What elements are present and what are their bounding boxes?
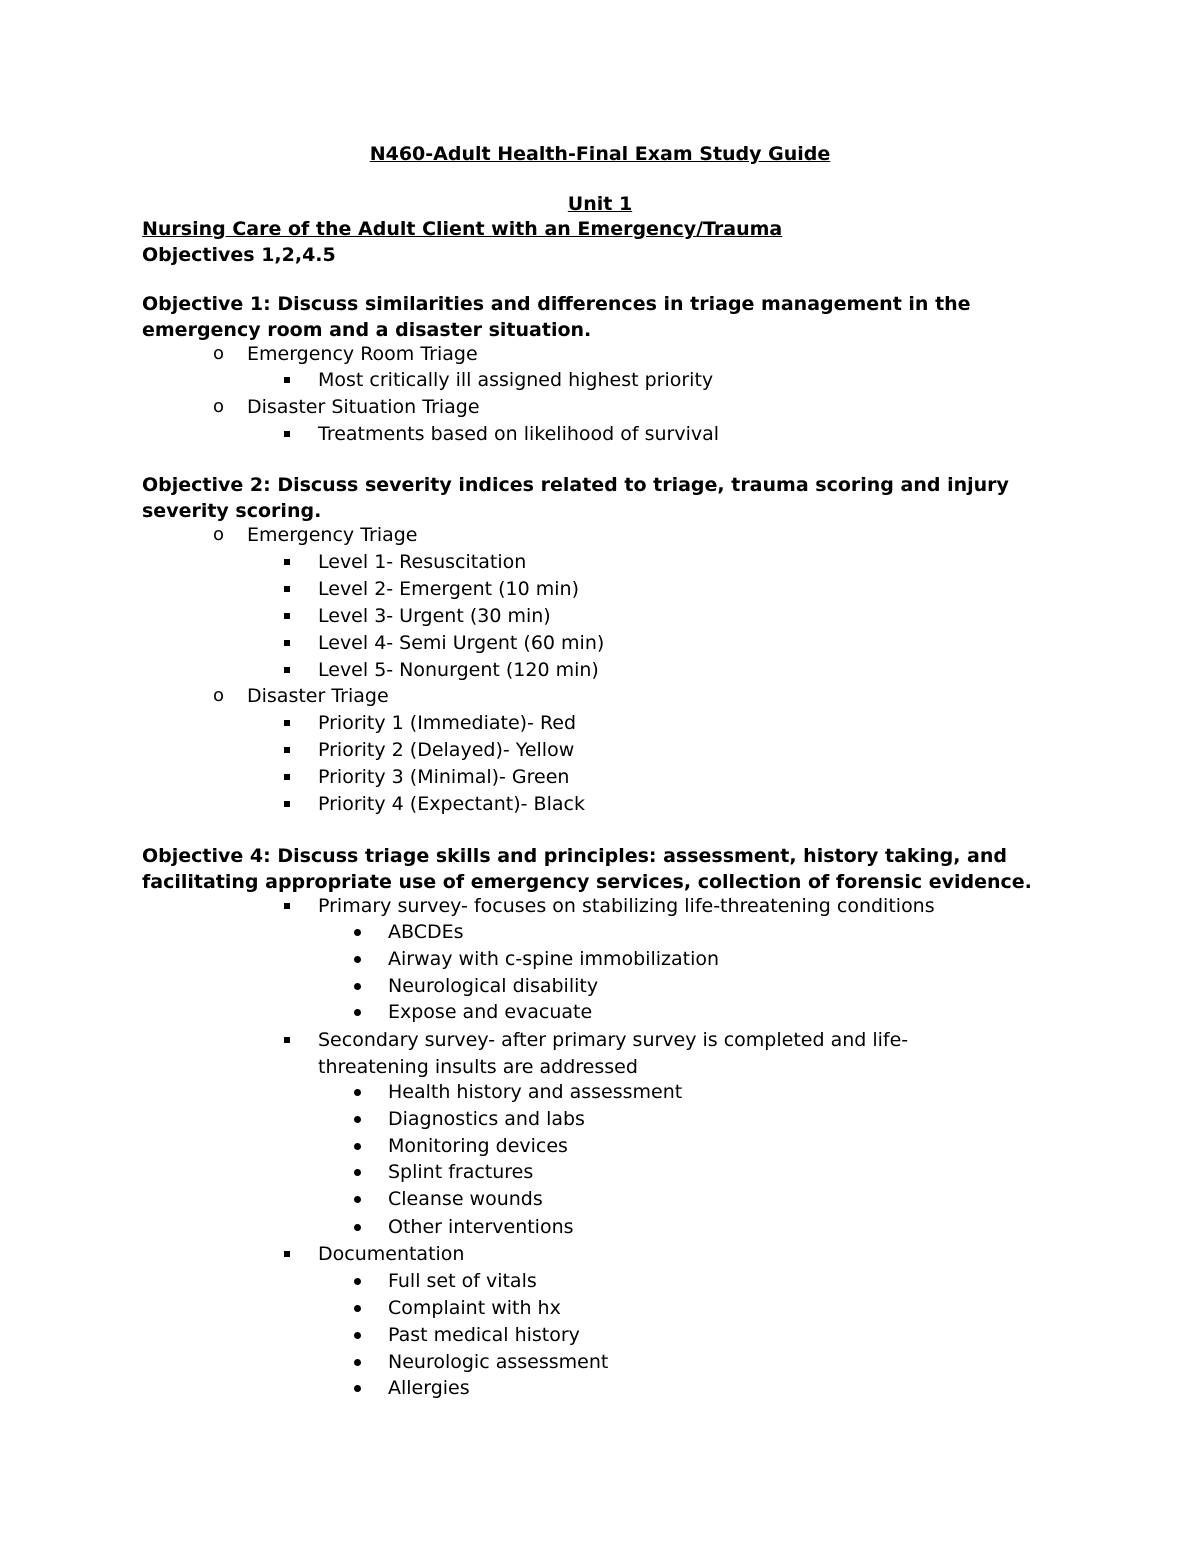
square-bullet-icon <box>284 747 290 753</box>
objective-1-heading: Objective 1: Discuss similarities and differences in triage management in the emergency room and a disaster situation. <box>142 293 971 341</box>
objective-2-heading: Objective 2: Discuss severity indices related to triage, trauma scoring and injury severity scoring. <box>142 474 1009 522</box>
dot-bullet-icon <box>354 1305 361 1312</box>
square-bullet-icon <box>284 903 290 909</box>
square-bullet-icon <box>284 586 290 592</box>
dot-bullet-icon <box>354 1196 361 1203</box>
dot-bullet-icon <box>354 1385 361 1392</box>
dot-bullet-icon <box>354 1169 361 1176</box>
unit-subtitle: Nursing Care of the Adult Client with an Emergency/Trauma <box>142 218 783 240</box>
dot-bullet-icon <box>354 1143 361 1150</box>
square-bullet-icon <box>284 720 290 726</box>
dot-bullet-icon <box>354 1089 361 1096</box>
square-bullet-icon <box>284 640 290 646</box>
square-bullet-icon <box>284 431 290 437</box>
dot-bullet-icon <box>354 1278 361 1285</box>
square-bullet-icon <box>284 1251 290 1257</box>
dot-bullet-icon <box>354 1116 361 1123</box>
objectives-list: Objectives 1,2,4.5 <box>142 244 336 266</box>
objective-4-heading: Objective 4: Discuss triage skills and principles: assessment, history taking, and facilitating appropriate use of emergency services, collection of forensic evidence. <box>142 845 1032 893</box>
square-bullet-icon <box>284 559 290 565</box>
dot-bullet-icon <box>354 956 361 963</box>
circle-bullet-icon: o <box>213 524 225 545</box>
list-item: Secondary survey- after primary survey is completed and life-threatening insults are addressed <box>0 1027 1200 1081</box>
dot-bullet-icon <box>354 1224 361 1231</box>
document-title: N460-Adult Health-Final Exam Study Guide <box>369 143 831 165</box>
square-bullet-icon <box>284 774 290 780</box>
dot-bullet-icon <box>354 1009 361 1016</box>
document-page: N460-Adult Health-Final Exam Study Guide Unit 1 Nursing Care of the Adult Client with an Emergency/Trauma Objectives 1,2,4.5 Objective 1: Discuss similarities and differences in triage management in the emergency room and a disaster situation. o Emergency Room Triage Most critically ill assigned highest priority o Disaster Situation Triage Treatments based on likelihood of survival Objective 2: Discuss severity indices related to triage, trauma scoring and injury severity scoring. o Emergency Triage Level 1- Resuscitation Level 2- Emergent (10 min) Level 3- Urgent (30 min) Level 4- Semi Urgent (60 min) Level 5- Nonurgent (120 min) o Disaster Triage Priority 1 (Immediate)- Red Priority 2 (Delayed)- Yellow Priority 3 (Minimal)- Green Priority 4 (Expectant)- Black Objective 4: Discuss triage skills and principles: assessment, history taking, and facilitating appropriate use of emergency services, collection of forensic evidence. Primary survey- focuses on stabilizing life-threatening conditions ABCDEs Airway with c-spine immobilization Neurological disability Expose and evacuate Secondary survey- after primary survey is completed and life-threatening insults are addressed Health history and assessment Diagnostics and labs Monitoring devices Splint fractures Cleanse wounds Other interventions Documentation Full set of vitals Complaint with hx Past medical history Neurologic assessment Allergies <box>0 0 1200 1553</box>
square-bullet-icon <box>284 613 290 619</box>
unit-heading: Unit 1 <box>567 193 633 215</box>
circle-bullet-icon: o <box>213 343 225 364</box>
dot-bullet-icon <box>354 983 361 990</box>
square-bullet-icon <box>284 1037 290 1043</box>
dot-bullet-icon <box>354 1332 361 1339</box>
dot-bullet-icon <box>354 929 361 936</box>
square-bullet-icon <box>284 377 290 383</box>
square-bullet-icon <box>284 667 290 673</box>
dot-bullet-icon <box>354 1359 361 1366</box>
square-bullet-icon <box>284 801 290 807</box>
circle-bullet-icon: o <box>213 685 225 706</box>
circle-bullet-icon: o <box>213 396 225 417</box>
